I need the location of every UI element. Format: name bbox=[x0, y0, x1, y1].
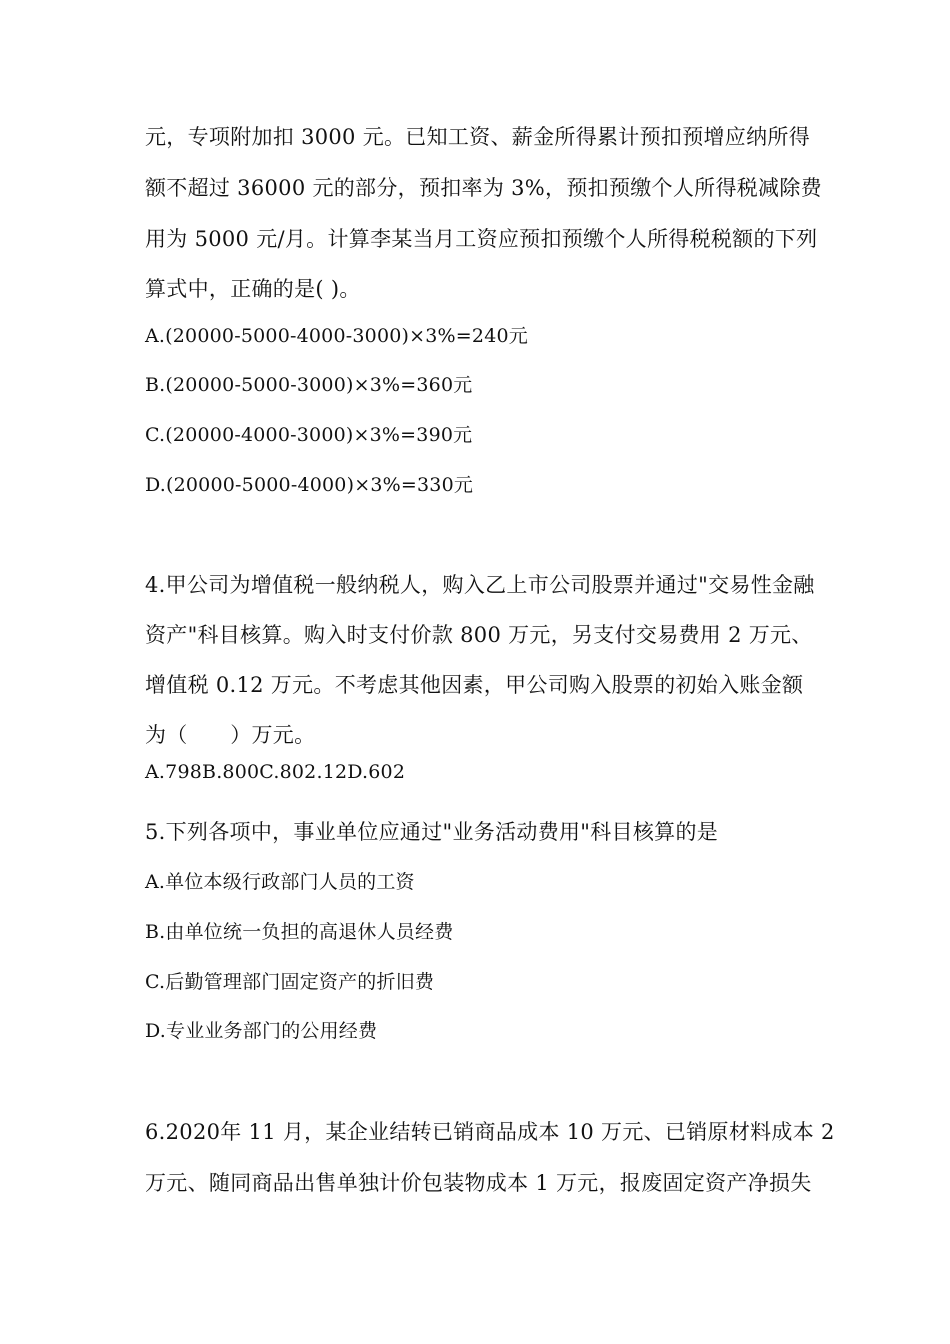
q3-option-d: D.(20000-5000-4000)×3%=330元 bbox=[145, 474, 474, 496]
q3-stem-line-4: 算式中，正确的是( )。 bbox=[145, 277, 361, 301]
q6-stem-line-1: 6.2020年 11 月，某企业结转已销商品成本 10 万元、已销原材料成本 2 bbox=[145, 1120, 835, 1144]
q3-option-a: A.(20000-5000-4000-3000)×3%=240元 bbox=[145, 325, 528, 347]
q3-option-c: C.(20000-4000-3000)×3%=390元 bbox=[145, 424, 473, 446]
q6-stem-line-2: 万元、随同商品出售单独计价包装物成本 1 万元，报废固定资产净损失 bbox=[145, 1171, 812, 1195]
q3-option-b: B.(20000-5000-3000)×3%=360元 bbox=[145, 374, 473, 396]
q4-stem-line-3: 增值税 0.12 万元。不考虑其他因素，甲公司购入股票的初始入账金额 bbox=[145, 673, 804, 697]
q5-option-a: A.单位本级行政部门人员的工资 bbox=[145, 871, 415, 893]
q3-stem-line-2: 额不超过 36000 元的部分，预扣率为 3%，预扣预缴个人所得税减除费 bbox=[145, 176, 822, 200]
q3-stem-line-3: 用为 5000 元/月。计算李某当月工资应预扣预缴个人所得税税额的下列 bbox=[145, 227, 818, 251]
q5-option-c: C.后勤管理部门固定资产的折旧费 bbox=[145, 971, 435, 993]
q3-stem-line-1: 元，专项附加扣 3000 元。已知工资、薪金所得累计预扣预增应纳所得 bbox=[145, 125, 810, 149]
q5-option-d: D.专业业务部门的公用经费 bbox=[145, 1020, 378, 1042]
q5-option-b: B.由单位统一负担的高退休人员经费 bbox=[145, 921, 454, 943]
q4-stem-line-1: 4.甲公司为增值税一般纳税人，购入乙上市公司股票并通过"交易性金融 bbox=[145, 573, 815, 597]
q4-stem-line-4: 为（ ）万元。 bbox=[145, 723, 316, 747]
q5-stem: 5.下列各项中，事业单位应通过"业务活动费用"科目核算的是 bbox=[145, 820, 719, 844]
q4-options: A.798B.800C.802.12D.602 bbox=[145, 761, 406, 783]
q4-stem-line-2: 资产"科目核算。购入时支付价款 800 万元，另支付交易费用 2 万元、 bbox=[145, 623, 813, 647]
